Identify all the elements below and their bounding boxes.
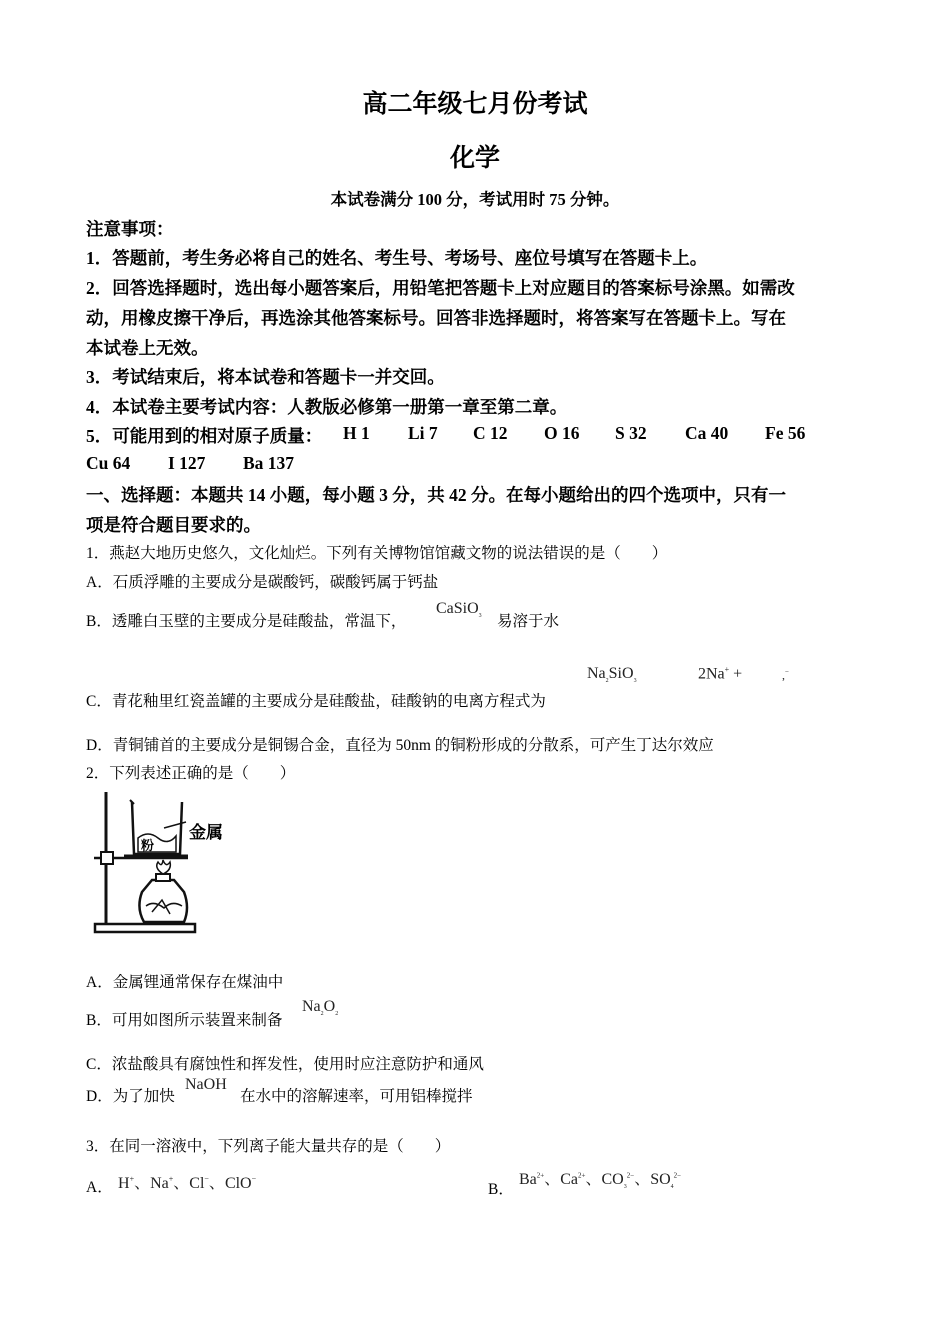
flame (157, 860, 171, 874)
figure-label: 金属 (189, 823, 223, 843)
ion-clo: ClO− (224, 1174, 257, 1192)
atomic-mass-s: S 32 (615, 423, 647, 443)
q1-c-equation-anion-fragment: ,− (782, 668, 789, 682)
q2-stem: 2．下列表述正确的是（ ） (86, 765, 296, 782)
q1-b-formula-casio3: CaSiO$_3$ (436, 600, 482, 620)
beaker-content-label: 粉 (141, 839, 155, 854)
ion-h: H+ (118, 1174, 135, 1192)
q2-option-d-text1: D．为了加快 (86, 1088, 175, 1105)
atomic-mass-ca: Ca 40 (685, 423, 729, 443)
ion-cl: Cl− (189, 1174, 209, 1192)
q1-c-equation-left: $Na_2SiO_3$ (587, 665, 637, 685)
stand-base (95, 924, 195, 932)
q1-option-d: D．青铜铺首的主要成分是铜锡合金，直径为 50nm 的铜粉形成的分散系，可产生丁达尔效应 (86, 737, 714, 754)
label-pointer (164, 822, 186, 828)
q3-option-b-label: B． (488, 1181, 514, 1198)
lamp-neck (156, 874, 170, 881)
section-1-line2: 项是符合题目要求的。 (86, 515, 261, 535)
q2-d-formula-naoh: NaOH (185, 1076, 227, 1093)
q1-stem: 1．燕赵大地历史悠久，文化灿烂。下列有关博物馆馆藏文物的说法错误的是（ ） (86, 545, 668, 562)
q3-option-b-ions: $Ba^{2+}$、$Ca^{2+}$、$CO_3^{2-}$、$SO_4^{2-}$ (519, 1171, 682, 1191)
q1-option-b-tail: 易溶于水 (497, 613, 560, 630)
q2-option-a: A．金属锂通常保存在煤油中 (86, 974, 284, 991)
q2-option-b-text: B．可用如图所示装置来制备 (86, 1012, 283, 1029)
q2-option-d-text2: 在水中的溶解速率，可用铝棒搅拌 (240, 1088, 473, 1105)
q1-c-equation-right: 2Na+ + (698, 665, 743, 683)
q3-option-a-ions: H+、Na+、Cl−、ClO− (118, 1174, 257, 1192)
ion-ba: $Ba^{2+}$ (519, 1171, 545, 1188)
note-4: 4．本试卷主要考试内容：人教版必修第一册第一章至第二章。 (86, 397, 568, 417)
exam-info: 本试卷满分 100 分，考试用时 75 分钟。 (330, 190, 620, 209)
atomic-mass-c: C 12 (473, 423, 508, 443)
note-2-line3: 本试卷上无效。 (86, 338, 209, 358)
q3-option-a-label: A． (86, 1179, 113, 1196)
note-2-line1: 2．回答选择题时，选出每小题答案后，用铅笔把答题卡上对应题目的答案标号涂黑。如需改 (86, 278, 795, 298)
atomic-mass-ba: Ba 137 (243, 453, 295, 473)
note-1: 1．答题前，考生务必将自己的姓名、考生号、考场号、座位号填写在答题卡上。 (86, 248, 708, 268)
beaker (132, 802, 182, 854)
atomic-mass-cu: Cu 64 (86, 453, 131, 473)
atomic-mass-fe: Fe 56 (765, 423, 806, 443)
clamp-boss (101, 852, 113, 864)
q2-b-formula-na2o2: $Na_2O_2$ (302, 998, 339, 1018)
subject-title: 化学 (449, 143, 500, 172)
atomic-mass-i: I 127 (168, 453, 206, 473)
exam-title: 高二年级七月份考试 (362, 89, 588, 118)
atomic-mass-h: H 1 (343, 423, 370, 443)
beaker-lip (130, 800, 134, 804)
lamp-wick (152, 900, 170, 914)
note-5-prefix: 5．可能用到的相对原子质量： (86, 426, 323, 446)
ion-na: Na+ (150, 1174, 174, 1192)
atomic-mass-li: Li 7 (408, 423, 438, 443)
q1-option-c-text: C．青花釉里红瓷盖罐的主要成分是硅酸盐，硅酸钠的电离方程式为 (86, 693, 546, 710)
q1-option-a: A．石质浮雕的主要成分是碳酸钙，碳酸钙属于钙盐 (86, 574, 439, 591)
ion-ca: $Ca^{2+}$ (560, 1171, 586, 1188)
ion-co3: $CO_3^{2-}$ (601, 1171, 635, 1191)
q3-stem: 3．在同一溶液中，下列离子能大量共存的是（ ） (86, 1138, 451, 1155)
atomic-mass-o: O 16 (544, 423, 580, 443)
ion-so4: $SO_4^{2-}$ (650, 1171, 682, 1191)
q1-option-b-text: B．透雕白玉壁的主要成分是硅酸盐，常温下， (86, 613, 407, 630)
q2-option-c: C．浓盐酸具有腐蚀性和挥发性，使用时应注意防护和通风 (86, 1056, 484, 1073)
section-1-line1: 一、选择题：本题共 14 小题，每小题 3 分，共 42 分。在每小题给出的四个选项中，只有一 (86, 485, 786, 505)
notes-heading: 注意事项： (86, 219, 174, 239)
q2-apparatus-figure (92, 788, 242, 940)
note-3: 3．考试结束后，将本试卷和答题卡一并交回。 (86, 367, 445, 387)
note-2-line2: 动，用橡皮擦干净后，再选涂其他答案标号。回答非选择题时，将答案写在答题卡上。写在 (86, 308, 786, 328)
